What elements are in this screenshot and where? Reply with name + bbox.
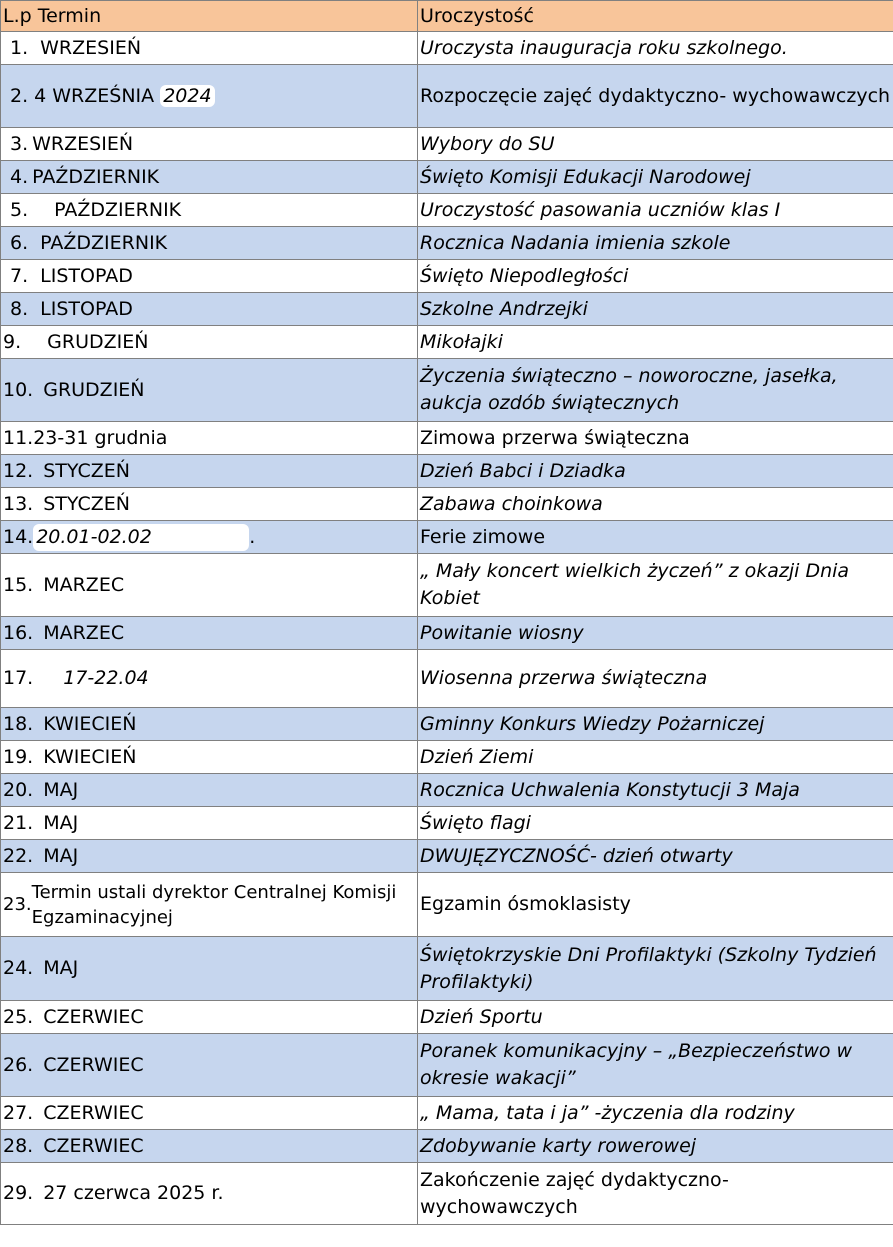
term-text: MAJ (43, 778, 79, 801)
term-cell (1, 326, 418, 359)
event-cell: Dzień Ziemi (418, 741, 893, 774)
table-row (1, 359, 893, 422)
header-termin: Termin (37, 4, 102, 27)
table-row (1, 455, 893, 488)
row-number: 19. (3, 745, 34, 768)
table-row (1, 260, 893, 293)
table-row (1, 1097, 893, 1130)
row-number: 14. (3, 525, 34, 548)
event-cell: Świętokrzyskie Dni Profilaktyki (Szkolny Tydzień Profilaktyki) (418, 937, 893, 1001)
term-text: PAŹDZIERNIK (54, 198, 182, 221)
term-cell (1, 260, 418, 293)
term-cell (1, 65, 418, 128)
term-text: KWIECIEŃ (43, 745, 137, 768)
event-cell: Zimowa przerwa świąteczna (418, 422, 893, 455)
term-text: GRUDZIEŃ (47, 330, 149, 353)
term-cell (1, 873, 418, 937)
event-cell: Rocznica Nadania imienia szkole (418, 227, 893, 260)
term-text: 4 WRZEŚNIA (34, 84, 155, 107)
term-text: MARZEC (43, 573, 125, 596)
table-row (1, 293, 893, 326)
term-cell (1, 741, 418, 774)
term-text: STYCZEŃ (43, 459, 130, 482)
term-cell (1, 708, 418, 741)
row-number: 26. (3, 1053, 34, 1076)
term-text: MAJ (43, 811, 79, 834)
term-cell (1, 227, 418, 260)
term-date-box: 20.01-02.02 (33, 524, 249, 551)
term-cell (1, 521, 418, 554)
event-cell: Święto Komisji Edukacji Narodowej (418, 161, 893, 194)
row-number: 24. (3, 957, 34, 979)
term-cell (1, 161, 418, 194)
row-number: 29. (3, 1182, 34, 1204)
term-text: CZERWIEC (43, 1101, 144, 1124)
event-cell: Święto flagi (418, 807, 893, 840)
term-cell (1, 359, 418, 422)
term-text: KWIECIEŃ (43, 712, 137, 735)
term-cell (1, 455, 418, 488)
term-text: CZERWIEC (43, 1053, 144, 1076)
table-row (1, 65, 893, 128)
event-cell: „ Mama, tata i ja” -życzenia dla rodziny (418, 1097, 893, 1130)
term-text: PAŹDZIERNIK (40, 231, 168, 254)
table-header-row (1, 1, 893, 32)
table-row (1, 161, 893, 194)
term-cell (1, 617, 418, 650)
term-text: LISTOPAD (40, 264, 133, 287)
table-row (1, 708, 893, 741)
row-number: 12. (3, 459, 34, 482)
table-row (1, 741, 893, 774)
table-row (1, 937, 893, 1001)
term-text: CZERWIEC (43, 1005, 144, 1028)
term-cell (1, 128, 418, 161)
row-number: 3. (10, 132, 29, 155)
row-number: 5. (10, 198, 29, 221)
event-cell: Gminny Konkurs Wiedzy Pożarniczej (418, 708, 893, 741)
table-row (1, 1163, 893, 1225)
table-row (1, 807, 893, 840)
event-cell: Szkolne Andrzejki (418, 293, 893, 326)
table-row (1, 840, 893, 873)
term-suffix: . (249, 525, 256, 548)
term-text: Termin ustali dyrektor Centralnej Komisji Egzaminacyjnej (31, 881, 397, 928)
term-cell (1, 807, 418, 840)
event-cell: Powitanie wiosny (418, 617, 893, 650)
row-number: 8. (10, 297, 29, 320)
term-cell (1, 488, 418, 521)
row-number: 17. (3, 667, 34, 689)
term-text: MARZEC (43, 621, 125, 644)
table-row (1, 326, 893, 359)
table-row (1, 227, 893, 260)
term-cell (1, 554, 418, 617)
table-row (1, 128, 893, 161)
event-cell: Święto Niepodległości (418, 260, 893, 293)
term-cell (1, 1130, 418, 1163)
event-cell: Zdobywanie karty rowerowej (418, 1130, 893, 1163)
row-number: 23. (3, 893, 32, 915)
row-number: 6. (10, 231, 29, 254)
table-row (1, 521, 893, 554)
term-year-box: 2024 (160, 85, 214, 107)
event-cell: Mikołajki (418, 326, 893, 359)
table-row (1, 554, 893, 617)
row-number: 7. (10, 264, 29, 287)
row-number: 22. (3, 844, 34, 867)
event-cell: Uroczysta inauguracja roku szkolnego. (418, 32, 893, 65)
table-row (1, 774, 893, 807)
row-number: 21. (3, 811, 34, 834)
row-number: 16. (3, 621, 34, 644)
table-row (1, 194, 893, 227)
term-cell (1, 1163, 418, 1225)
row-number: 25. (3, 1005, 34, 1028)
event-cell: Dzień Babci i Dziadka (418, 455, 893, 488)
term-cell (1, 422, 418, 455)
row-number: 2. (10, 84, 29, 107)
term-cell (1, 650, 418, 708)
event-cell: Egzamin ósmoklasisty (418, 873, 893, 937)
term-text: 27 czerwca 2025 r. (43, 1182, 224, 1204)
table-row (1, 1001, 893, 1034)
row-number: 9. (3, 330, 22, 353)
term-text: CZERWIEC (43, 1134, 144, 1157)
term-text: 17-22.04 (63, 667, 149, 689)
term-text: MAJ (43, 844, 79, 867)
row-number: 11. (3, 426, 34, 449)
event-cell: Zakończenie zajęć dydaktyczno- wychowawczych (418, 1163, 893, 1225)
term-text: GRUDZIEŃ (43, 378, 145, 401)
row-number: 15. (3, 573, 34, 596)
table-row (1, 650, 893, 708)
table-row (1, 617, 893, 650)
term-text: WRZESIEŃ (40, 36, 142, 59)
term-cell (1, 293, 418, 326)
row-number: 10. (3, 378, 34, 401)
term-cell (1, 840, 418, 873)
event-cell: Życzenia świąteczno – noworoczne, jasełka, aukcja ozdób świątecznych (418, 359, 893, 422)
event-cell: Uroczystość pasowania uczniów klas I (418, 194, 893, 227)
term-cell (1, 774, 418, 807)
term-text: 23-31 grudnia (33, 426, 168, 449)
term-cell (1, 1097, 418, 1130)
event-cell: Zabawa choinkowa (418, 488, 893, 521)
row-number: 18. (3, 712, 34, 735)
table-row (1, 1034, 893, 1097)
header-term-cell (1, 1, 418, 32)
table-row (1, 422, 893, 455)
term-text: LISTOPAD (40, 297, 133, 320)
event-cell: Rocznica Uchwalenia Konstytucji 3 Maja (418, 774, 893, 807)
row-number: 28. (3, 1134, 34, 1157)
term-cell (1, 937, 418, 1001)
table-row (1, 488, 893, 521)
event-cell: Ferie zimowe (418, 521, 893, 554)
term-text: MAJ (43, 957, 79, 979)
event-cell: Poranek komunikacyjny – „Bezpieczeństwo w okresie wakacji” (418, 1034, 893, 1097)
term-cell (1, 1034, 418, 1097)
header-event-cell: Uroczystość (418, 1, 893, 32)
event-cell: Rozpoczęcie zajęć dydaktyczno- wychowawczych (418, 65, 893, 128)
event-cell: Wybory do SU (418, 128, 893, 161)
table-row (1, 1130, 893, 1163)
term-text: STYCZEŃ (43, 492, 130, 515)
table-row (1, 32, 893, 65)
row-number: 20. (3, 778, 34, 801)
event-cell: Wiosenna przerwa świąteczna (418, 650, 893, 708)
event-cell: „ Mały koncert wielkich życzeń” z okazji Dnia Kobiet (418, 554, 893, 617)
term-cell (1, 194, 418, 227)
event-cell: Dzień Sportu (418, 1001, 893, 1034)
term-cell (1, 32, 418, 65)
term-text: WRZESIEŃ (32, 132, 134, 155)
term-cell (1, 1001, 418, 1034)
row-number: 27. (3, 1101, 34, 1124)
header-lp: L.p (3, 4, 32, 27)
table-row (1, 873, 893, 937)
row-number: 13. (3, 492, 34, 515)
term-text: PAŹDZIERNIK (32, 165, 160, 188)
event-cell: DWUJĘZYCZNOŚĆ- dzień otwarty (418, 840, 893, 873)
row-number: 4. (10, 165, 29, 188)
row-number: 1. (10, 36, 29, 59)
